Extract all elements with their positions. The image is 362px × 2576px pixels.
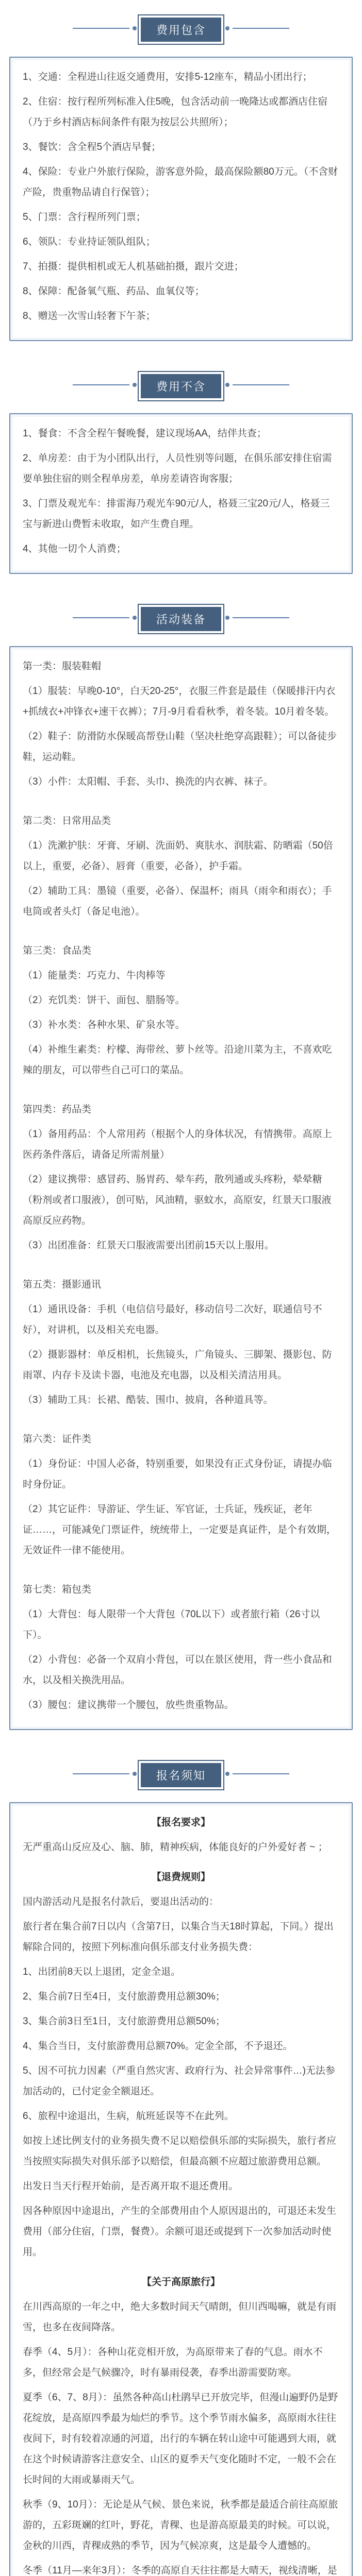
section-equipment: [9, 589, 353, 1730]
paragraph: 4、集合当日，支付旅游费用总额70%。定金全部，不予退还。: [23, 2041, 293, 2052]
list-item: 4、其他一切个人消费；: [23, 544, 126, 554]
section-header: [9, 589, 353, 646]
section-title: 报名须知: [139, 1761, 223, 1789]
paragraph: 2、集合前7日至4日，支付旅游费用总额30%；: [23, 1991, 225, 2002]
section-title: 费用包含: [139, 15, 223, 44]
paragraph: 第六类：证件类: [23, 1434, 92, 1445]
paragraph: （2）鞋子：防滑防水保暖高帮登山鞋（坚决杜绝穿高跟鞋）；可以备徒步鞋，运动鞋。: [23, 731, 337, 762]
paragraph: （3）出团准备：红景天口服液需要出团前15天以上服用。: [23, 1240, 274, 1251]
list-item: 7、拍摄：提供相机或无人机基础拍摄，跟片交进；: [23, 261, 244, 272]
paragraph: （3）辅助工具：长裙、酷装、围巾、披肩，各种道具等。: [23, 1395, 273, 1405]
section-header: [9, 1745, 353, 1802]
paragraph: 因各种原因中途退出，产生的全部费用由个人原因退出的，可退还未发生费用（部分住宿，门票，餐费）。余额可退还或提到下一次参加活动时使用。: [23, 2206, 337, 2258]
paragraph: （1）服装：早晚0-10°，白天20-25°，衣服三件套是最佳（保暖排汗内衣+抓绒衣+冲锋衣+速干衣裤）；7月-9月看看秋季，着冬装。10月着冬装。: [23, 686, 336, 717]
list-item: 5、门票：含行程所列门票；: [23, 212, 146, 223]
list-item: 1、餐食：不含全程午餐晚餐，建议现场AA，结伴共查；: [23, 428, 267, 439]
paragraph: 国内游活动凡是报名付款后，要退出活动的：: [23, 1896, 219, 1907]
list-item: 2、住宿：按行程所列标准入住5晚，包含活动前一晚隆达或都酒店住宿（乃于乡村酒店标间条件有限为按层公共照所）；: [23, 96, 328, 128]
paragraph: （2）小背包：必备一个双肩小背包，可以在景区使用，背一些小食品和水，以及相关换洗用品。: [23, 1654, 332, 1686]
paragraph: （2）充饥类：饼干、面包、腊肠等。: [23, 995, 185, 1006]
paragraph: （2）辅助工具：墨镜（重要，必备）、保温杯；雨具（雨伞和雨衣）；手电筒或者头灯（备足电池）。: [23, 886, 332, 917]
paragraph: 出发日当天行程开始前，是否离开取不退还费用。: [23, 2181, 239, 2192]
paragraph: 在川西高原的一年之中，绝大多数时间天气晴朗，但川西喝嘛，就是有雨雪，也多在夜间降落。: [23, 2301, 337, 2333]
paragraph: 冬季（11月—来年3月）：冬季的高原自天往往都是大晴天，视线清晰，是: [23, 2565, 337, 2576]
section-header: [9, 0, 353, 57]
paragraph: （4）补维生素类：柠檬、海带丝、萝卜丝等。沿途川菜为主，不喜欢吃辣的朋友，可以带些自己可口的菜品。: [23, 1044, 332, 1076]
paragraph: [23, 796, 339, 807]
list-item: 1、交通：全程进山往返交通费用，安排5-12座车，精品小团出行；: [23, 72, 312, 82]
paragraph: 5、因不可抗力因素（严重自然灾害、政府行为、社会异常事件…)无法参加活动的，已付定金全额退还。: [23, 2065, 335, 2097]
fees-included-card: [9, 57, 353, 341]
registration-card: [9, 1802, 353, 2576]
list-item: 3、门票及观光车：排雷海乃观光车90元/人，格聂三宝20元/人，格聂三宝与新进山费暂未收取，如产生费自理。: [23, 498, 330, 530]
paragraph: 3、集合前3日至1日，支付旅游费用总额50%；: [23, 2016, 225, 2027]
paragraph: （2）摄影器材：单反相机，长焦镜头，广角镜头、三脚架、摄影包、防雨罩、内存卡及读卡器，电池及充电器，以及相关清洁用具。: [23, 1349, 332, 1381]
paragraph: （3）补水类：各种水果、矿泉水等。: [23, 1020, 185, 1030]
paragraph: 旅行者在集合前7日以内（含第7日，以集合当天18时算起，下同。）提出解除合同的，按照下列标准向俱乐部支付业务损失费：: [23, 1921, 334, 1953]
paragraph: 6、旅程中途退出，生病，航班延误等不在此列。: [23, 2111, 234, 2122]
section-header: [9, 357, 353, 413]
section-title: 活动装备: [139, 605, 223, 633]
list-item: 4、保险：专业户外旅行保险，游客意外险，最高保险额80万元。（不含财产险，贵重物品请自行保管）；: [23, 166, 338, 198]
block-heading: 【退费规则】: [151, 1872, 210, 1883]
paragraph: 第三类：食品类: [23, 945, 92, 956]
list-item: 3、餐饮：含全程5个酒店早餐；: [23, 142, 161, 152]
paragraph: （1）备用药品：个人常用药（根据个人的身体状况，有情携带。高原上医药条件落后，请备足所需剂量）: [23, 1129, 332, 1160]
list-item: 6、领队：专业持证领队组队；: [23, 236, 156, 247]
section-fees-excluded: [9, 357, 353, 574]
block-heading: 【关于高原旅行】: [141, 2277, 220, 2287]
paragraph: （3）腰包：建议携带一个腰包，放些贵重物品。: [23, 1700, 234, 1710]
paragraph: 秋季（9、10月）：无论是从气候、景色来说，秋季都是最适合前往高原旅游的，五彩斑斓的红叶，野花，青稞、也是游高原最美的时候。可以说，金秋的川西，青稞成熟的季节，因为气候凉爽，这是最令人遭憾的。: [23, 2499, 338, 2551]
paragraph: （2）建议携带：感冒药、肠胃药、晕车药，散列通或头疼粉，晕晕糖（粉剂或者口服液），创可贴，风油精，驱蚊水，高原安，红景天口服液高原反应药物。: [23, 1174, 332, 1226]
paragraph: 春季（4、5月）：各种山花竞相开放，为高原带来了春的气息。雨水不多，但经常会是气候骤冷，时有暴雨侵袭，春季出游需要防寒。: [23, 2347, 323, 2378]
paragraph: （1）能量类：巧克力、牛肉棒等: [23, 970, 166, 981]
list-item: 8、赠送一次雪山轻奢下午茶；: [23, 311, 156, 321]
paragraph: [23, 1085, 339, 1095]
paragraph: 第五类：摄影通讯: [23, 1279, 102, 1290]
list-item: 2、单房差：由于为小团队出行，人员性别等问题，在俱乐部安排住宿需要单独住宿的则全程单房差，单房差请咨询客服；: [23, 453, 332, 484]
paragraph: （3）小件：太阳帽、手套、头巾、换洗的内衣裤、袜子。: [23, 776, 273, 787]
paragraph: [23, 926, 339, 937]
paragraph: 如按上述比例支付的业务损失费不足以赔偿俱乐部的实际损失，旅行者应当按照实际损失对俱乐部予以赔偿，但最高额不应超过旅游费用总额。: [23, 2136, 337, 2167]
list-item: 8、保障：配备氧气瓶、药品、血氧仪等；: [23, 286, 205, 297]
paragraph: （1）身份证：中国人必备，特别重要，如果没有正式身份证，请提办临时身份证。: [23, 1459, 332, 1490]
paragraph: （1）洗漱护肤：牙膏、牙刷、洗面奶、爽肤水、润肤霜、防晒霜（50倍以上，重要，必备）、唇膏（重要，必备），护手霜。: [23, 840, 333, 872]
fees-excluded-card: [9, 413, 353, 574]
paragraph: 第七类：箱包类: [23, 1584, 92, 1595]
paragraph: [23, 1565, 339, 1575]
paragraph: （1）大背包：每人限带一个大背包（70L以下）或者旅行箱（26寸以下）。: [23, 1609, 320, 1640]
section-fees-included: [9, 0, 353, 341]
block-heading: 【报名要求】: [151, 1817, 210, 1828]
paragraph: 第一类：服装鞋帽: [23, 661, 102, 672]
paragraph: 1、出团前8天以上退团，定金全退。: [23, 1967, 181, 1977]
paragraph: 无严重高山反应及心、脑、肺，精神疾病，体能良好的户外爱好者 ~ ；: [23, 1842, 328, 1853]
paragraph: 夏季（6、7、8月）：虽然各种高山杜鹃早已开放完毕，但漫山遍野仍是野花绽放，是高原四季最为灿烂的季节。这个季节雨水偏多，高原雨水往往夜间下，时有较着凉通的河道，出行的车辆在转山途中可能遇到大雨，就在这个时候请游客注意安全、山区的夏季天气变化随时不定，一般不会在长时间的大雨或暴雨天气。: [23, 2392, 338, 2485]
equipment-card: [9, 646, 353, 1730]
paragraph: 第二类：日常用品类: [23, 816, 111, 826]
paragraph: [23, 1415, 339, 1425]
paragraph: [23, 1260, 339, 1270]
section-title: 费用不含: [139, 372, 223, 400]
paragraph: （2）其它证件：导游证、学生证、军官证，士兵证，残疾证，老年证……，可能减免门票证件，统统带上，一定要是真证件，是个有效期，无效证件一律不能使用。: [23, 1504, 337, 1556]
paragraph: 第四类：药品类: [23, 1104, 92, 1115]
paragraph: （1）通讯设备：手机（电信信号最好，移动信号二次好，联通信号不好），对讲机，以及相关充电器。: [23, 1304, 322, 1335]
section-registration-notes: [9, 1745, 353, 2576]
